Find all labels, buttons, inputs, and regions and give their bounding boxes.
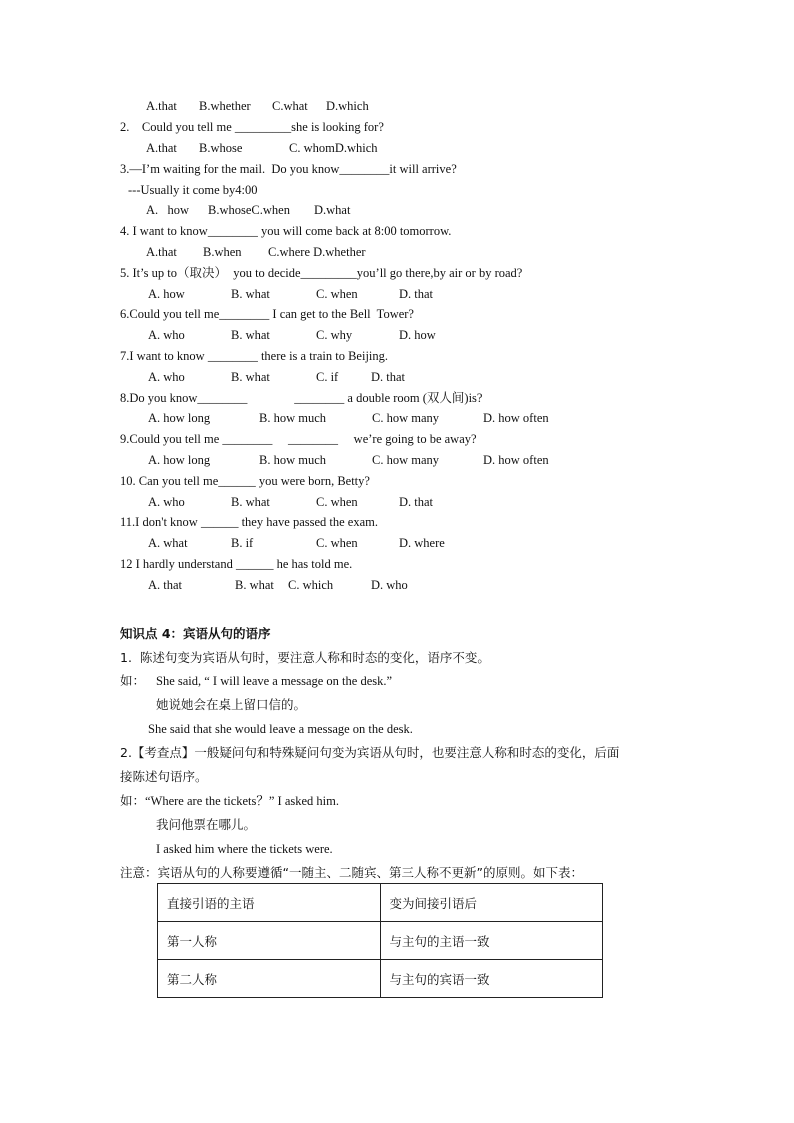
- q12-option-d: D. who: [371, 578, 408, 592]
- q5-option-c: C. when: [316, 287, 358, 301]
- q7-option-d: D. that: [371, 370, 406, 384]
- section-heading: 知识点 4：宾语从句的语序: [120, 626, 271, 641]
- q3-option-a: A. how: [146, 203, 190, 217]
- q5-question: 5. It’s up to（取决） you to decide_________you’ll go there,by air or by road?: [120, 266, 523, 280]
- q7-option-a: A. who: [148, 370, 185, 384]
- table-cell: 直接引语的主语: [158, 884, 381, 922]
- q6-option-d: D. how: [399, 328, 436, 342]
- q2-option-c: C. whomD.which: [289, 141, 378, 155]
- example-2-result: I asked him where the tickets were.: [156, 842, 333, 856]
- q6-question: 6.Could you tell me________ I can get to the Bell Tower?: [120, 307, 414, 321]
- example-2-translation: 我问他票在哪儿。: [156, 817, 257, 832]
- q1-option-d: D.which: [326, 99, 369, 113]
- q8-option-b: B. how much: [259, 411, 327, 425]
- example-1-result: She said that she would leave a message on the desk.: [148, 722, 413, 736]
- q4-question: 4. I want to know________ you will come back at 8:00 tomorrow.: [120, 224, 452, 238]
- q7-option-b: B. what: [231, 370, 270, 384]
- q3-option-d: D.what: [314, 203, 351, 217]
- q5-option-d: D. that: [399, 287, 434, 301]
- example-1-label: 如：: [120, 673, 146, 688]
- q3-reply: ---Usually it come by4:00: [128, 183, 258, 197]
- q8-option-d: D. how often: [483, 411, 549, 425]
- q10-question: 10. Can you tell me______ you were born, Betty?: [120, 474, 370, 488]
- q5-option-a: A. how: [148, 287, 185, 301]
- example-2-sentence: 如：“Where are the tickets？” I asked him.: [120, 794, 340, 808]
- table-cell: 与主句的主语一致: [380, 922, 603, 960]
- q11-option-b: B. if: [231, 536, 254, 550]
- q8-option-a: A. how long: [148, 411, 211, 425]
- point-2-line-1: 2.【考查点】一般疑问句和特殊疑问句变为宾语从句时，也要注意人称和时态的变化，后面: [120, 745, 620, 760]
- q9-question: 9.Could you tell me ________ ________ we’re going to be away?: [120, 432, 477, 446]
- q4-option-b: B.when: [203, 245, 242, 259]
- table-cell: 与主句的宾语一致: [380, 960, 603, 998]
- table-cell: 第一人称: [158, 922, 381, 960]
- q11-option-c: C. when: [316, 536, 358, 550]
- example-1-sentence: She said, “ I will leave a message on the desk.”: [156, 674, 393, 688]
- example-1-translation: 她说她会在桌上留口信的。: [156, 697, 307, 712]
- q6-option-c: C. why: [316, 328, 353, 342]
- table-row: [158, 960, 603, 998]
- q1-option-c: C.what: [272, 99, 308, 113]
- table-cell: 第二人称: [158, 960, 381, 998]
- table-cell: 变为间接引语后: [380, 884, 603, 922]
- q4-option-a: A.that: [146, 245, 177, 259]
- q12-option-c: C. which: [288, 578, 334, 592]
- table-row: [158, 884, 603, 922]
- q2-question: 2. Could you tell me _________she is looking for?: [120, 120, 384, 134]
- q1-option-a: A.that: [146, 99, 177, 113]
- q6-option-a: A. who: [148, 328, 185, 342]
- q9-option-d: D. how often: [483, 453, 549, 467]
- q12-option-b: B. what: [235, 578, 274, 592]
- point-2-line-2: 接陈述句语序。: [120, 769, 208, 784]
- q11-option-a: A. what: [148, 536, 188, 550]
- q8-option-c: C. how many: [372, 411, 440, 425]
- q3-question: 3.—I’m waiting for the mail. Do you know________it will arrive?: [120, 162, 457, 176]
- q10-option-a: A. who: [148, 495, 185, 509]
- q12-option-a: A. that: [148, 578, 183, 592]
- person-rules-table: [157, 883, 603, 998]
- q7-question: 7.I want to know ________ there is a train to Beijing.: [120, 349, 389, 363]
- q10-option-d: D. that: [399, 495, 434, 509]
- q6-option-b: B. what: [231, 328, 270, 342]
- point-1: 1. 陈述句变为宾语从句时，要注意人称和时态的变化，语序不变。: [120, 650, 490, 665]
- q7-option-c: C. if: [316, 370, 339, 384]
- q3-option-b: B.whoseC.when: [208, 203, 290, 217]
- table-row: [158, 922, 603, 960]
- q4-option-c: C.where D.whether: [268, 245, 366, 259]
- q9-option-c: C. how many: [372, 453, 440, 467]
- q10-option-c: C. when: [316, 495, 358, 509]
- q12-question: 12 I hardly understand ______ he has told me.: [120, 557, 353, 571]
- q9-option-b: B. how much: [259, 453, 327, 467]
- q5-option-b: B. what: [231, 287, 270, 301]
- note: 注意：宾语从句的人称要遵循“一随主、二随宾、第三人称不更新”的原则。如下表：: [120, 865, 583, 880]
- q9-option-a: A. how long: [148, 453, 211, 467]
- q11-option-d: D. where: [399, 536, 445, 550]
- q10-option-b: B. what: [231, 495, 270, 509]
- q11-question: 11.I don't know ______ they have passed the exam.: [120, 515, 378, 529]
- q1-option-b: B.whether: [199, 99, 251, 113]
- q2-option-a: A.that: [146, 141, 177, 155]
- q8-question: 8.Do you know________ ________ a double room (双人间)is?: [120, 391, 483, 405]
- q2-option-b: B.whose: [199, 141, 243, 155]
